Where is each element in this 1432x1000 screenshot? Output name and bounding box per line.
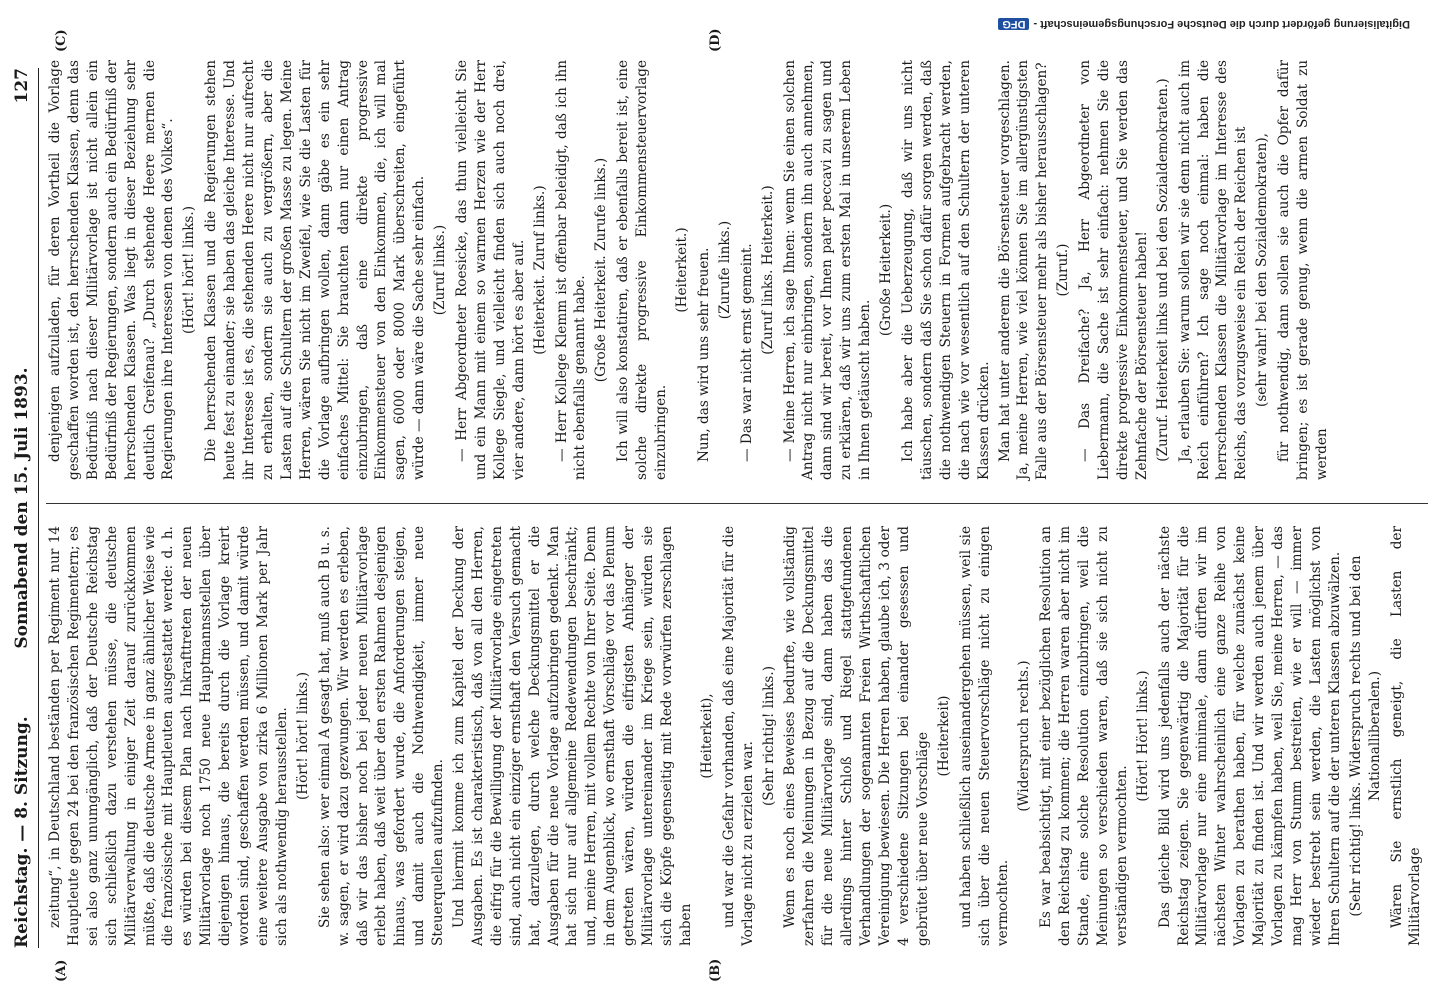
paragraph: und war die Gefahr vorhanden, daß eine Majorität für die Vorlage nicht zu erzielen war.	[720, 526, 756, 946]
paragraph: Man hat unter anderem die Börsensteuer vorgeschlagen. Ja, meine Herren, wie viel können Sie im allergünstigsten Falle aus der Börsensteuer mehr als bisher herausschlagen?	[996, 60, 1051, 480]
paragraph: Ich will also konstatiren, daß er ebenfalls bereit ist, eine solche direkte progressive Einkommensteuervorlage einzubringen.	[615, 60, 670, 480]
credit-text: Digitalisierung gefördert durch die Deutsche Forschungsgemeinschaft -	[1033, 18, 1410, 30]
interjection: (Sehr richtig! links.)	[760, 665, 777, 807]
interjection: (Zuruf.)	[1055, 243, 1072, 297]
column-divider	[46, 503, 1428, 504]
paragraph: Und hiermit komme ich zum Kapitel der Deckung der Ausgaben. Es ist charakteristisch, daß von all den Herren, die eifrig für die Bewilligung der Militärvorlage eingetreten sind, auch nicht ein einziger ernsthaft den Versuch gemacht hat, darzulegen, durch welche Deckungsmittel er die Ausgaben für die neue Vorlage aufzubringen gedenkt. Man hat sich nur auf allgemeine Redewendungen beschränkt; und, meine Herren, mit vollem Rechte von Ihrer Seite. Denn in dem Augenblick, wo ernsthaft Vorschläge vor das Plenum getreten wären, würden die eifrigsten Anhänger der Militärvorlage untereinander im Kriege sein, würden sie sich die Köpfe gegenseitig mit Rede vorwürfen zerschlagen haben	[451, 526, 694, 946]
interjection: (Große Heiterkeit. Zurufe links.)	[593, 157, 610, 383]
interjection: (Heiterkeit)	[935, 695, 952, 777]
paragraph: denjenigen aufzuladen, für deren Vortheil die Vorlage geschaffen worden ist, den herrschenden Klassen, denn das Bedürfniß nach dieser Militärvorlage ist nicht allein ein Bedürfniß der Regierungen, sondern auch ein Bedürfniß der herrschenden Klassen. Was liegt in dieser Beziehung sehr deutlich Greifenau? „Durch stehende Heere mernen die Regierungen ihre Interessen von denen des Volkes“.	[47, 60, 177, 480]
interjection: (Zurufe links.)	[716, 220, 733, 320]
dfg-logo: DFG	[998, 18, 1029, 30]
interjection: (Große Heiterkeit.)	[878, 203, 895, 337]
paragraph: Die herrschenden Klassen und die Regierungen stehen heute fest zu einander; sie haben das gleiche Interesse. Und ihr Interesse ist es, die stehenden Heere nicht nur aufrecht zu erhalten, sondern sie auch zu vergrößern, aber die Lasten auf die Schultern der großen Masse zu legen. Meine Herren, wären Sie nicht im Zweifel, wie Sie die Lasten für die Vorlage aufbringen wollen, dann gäbe es ein sehr einfaches Mittel: Sie brauchten dann nur einen Antrag einzubringen, daß eine direkte progressive Einkommensteuer von den Einkommen, die, ich will mal sagen, 6000 oder 8000 Mark überschreiten, eingeführt würde — dann wäre die Sache sehr einfach.	[203, 60, 428, 480]
interjection: (Zuruf. Heiterkeit links und bei den Sozialdemokraten.)	[1154, 78, 1171, 462]
page-header	[8, 68, 48, 948]
right-column	[46, 60, 1334, 480]
header-rule	[38, 68, 39, 948]
interjection: (sehr wahr! bei den Sozialdemokraten),	[1254, 133, 1271, 407]
paragraph: Es war beabsichtigt, mit einer bezüglichen Resolution an den Reichstag zu kommen; die Herren waren aber nicht im Stande, eine solche Resolution einzubringen, weil die Meinungen so verschieden waren, daß sie sich nicht zu verständigen vermochten.	[1038, 526, 1130, 946]
paragraph: und haben schließlich auseinandergehen müssen, weil sie sich über die neuen Steuervorschläge nicht zu einigen vermochten.	[957, 526, 1012, 946]
interjection: (Hört! hört! links.)	[181, 205, 198, 335]
page-number: 127	[12, 68, 32, 104]
interjection: (Hört! hört! links.)	[294, 671, 311, 801]
paragraph: — Herr Kollege Klemm ist offenbar beleidigt, daß ich ihn nicht ebenfalls genannt habe.	[553, 60, 589, 480]
interjection: (Heiterkeit),	[698, 693, 715, 779]
margin-marker-d: (D)	[708, 28, 723, 52]
header-session: Reichstag. — 8. Sitzung.	[12, 716, 32, 948]
paragraph: Wenn es noch eines Beweises bedurfte, wie vollständig zerfahren die Meinungen in Bezug auf die Deckungsmittel für die neue Militärvorlage sind, dann haben das die allerdings hinter Schloß und Riegel stattgefundenen Verhandlungen der sogenannten Freien Wirthschaftlichen Vereinigung bewiesen. Die Herren haben, glaube ich, 3 oder 4 verschiedene Sitzungen bei einander gesessen und gebrütet über neue Vorschläge	[782, 526, 931, 946]
paragraph: — Meine Herren, ich sage Ihnen: wenn Sie einen solchen Antrag nicht nur einbringen, sondern ihn auch annehmen, dann sind wir bereit, vor Ihnen pater peccavi zu sagen und zu erklären, daß wir uns zum ersten Mal in unserem Leben in Ihnen getäuscht haben.	[781, 60, 874, 480]
left-column	[46, 526, 1427, 946]
interjection: (Heiterkeit. Zuruf links.)	[531, 185, 548, 355]
margin-marker-a: (A)	[54, 959, 69, 982]
interjection: (Sehr richtig! links. Widerspruch rechts und bei den Nationalliberalen.)	[1347, 555, 1383, 917]
paragraph: Sie sehen also: wer einmal A gesagt hat, muß auch B u. s. w. sagen, er wird dazu gezwungen. Wir werden es erleben, daß wir das bisher noch bei jeder neuen Militärvorlage erlebt haben, daß weit über den ersten Rahmen desjenigen hinaus, was gefordert wurde, die Anforderungen steigen, und damit auch die Nothwendigkeit, immer neue Steuerquellen aufzufinden.	[316, 526, 447, 946]
paragraph: — Herr Abgeordneter Roesicke, das thun vielleicht Sie und ein Mann mit einem so warmen Herzen wie der Herr Kollege Siegle, und vielleicht finden sich auch noch drei, vier andere, dann hört es aber auf.	[454, 60, 527, 480]
paragraph: Ich habe aber die Ueberzeugung, daß wir uns nicht täuschen, sondern daß Sie schon dafür sorgen werden, daß die nothwendigen Steuern in Formen aufgebracht werden, die nach wie vor wesentlich auf den Schultern der unteren Klassen drücken.	[899, 60, 992, 480]
paragraph: — Das Dreifache? Ja, Herr Abgeordneter von Liebermann, die Sache ist sehr einfach: nehmen Sie die direkte progressive Einkommensteuer, und Sie werden das Zehnfache der Börsensteuer haben!	[1077, 60, 1150, 480]
paragraph: Ja, erlauben Sie: warum sollen wir sie denn nicht auch im Reich einführen? Ich sage noch einmal: haben die herrschenden Klassen die Militärvorlage im Interesse des Reichs, das vorzugsweise ein Reich der Reichen ist	[1176, 60, 1250, 480]
margin-marker-b: (B)	[708, 958, 723, 982]
interjection: (Zuruf links. Heiterkeit.)	[759, 185, 776, 355]
paragraph: für nothwendig, dann sollen sie auch die Opfer dafür bringen; es ist gerade genug, wenn die armen Soldat zu werden	[1276, 60, 1330, 480]
interjection: (Zuruf links.)	[432, 224, 449, 316]
digitization-credit	[510, 18, 1410, 30]
interjection: (Heiterkeit.)	[674, 227, 690, 313]
paragraph: Das gleiche Bild wird uns jedenfalls auch der nächste Reichstag zeigen. Sie gegenwärtig die Majorität für die Militärvorlage nur eine minimale, dann dürften wir im nächsten Winter wahrscheinlich eine ganze Reihe von Vorlagen zu berathen haben, für welche zunächst keine Majorität zu finden ist. Und wir werden auch jenem über Vorlagen zu kämpfen haben, weil Sie, meine Herren, — das mag Herr von Stumm bestreiten, wie er will — immer wieder bestrebt sein werden, die Lasten möglichst von Ihren Schultern auf die der unteren Klassen abzuwälzen.	[1156, 526, 1343, 946]
interjection: (Widerspruch rechts.)	[1016, 660, 1033, 812]
paragraph: — Das war nicht ernst gemeint.	[738, 243, 755, 462]
margin-marker-c: (C)	[54, 29, 69, 52]
paragraph: Nun, das wird uns sehr freuen.	[695, 247, 712, 462]
paragraph: zeitung“, in Deutschland beständen per Regiment nur 14 Hauptleute gegen 24 bei den französischen Regimentern; es sei also ganz unumgänglich, daß der Deutsche Reichstag sich schließlich dazu verstehen müsse, die deutsche Militärverwaltung in einiger Zeit darauf zurückkommen müßte, daß die deutsche Armee in ganz ähnlicher Weise wie die französische mit Hauptleuten ausgestattet werde: d. h. es würden bei diesem Plan nach Inkrafttreten der neuen Militärvorlage noch 1750 neue Hauptmannsstellen über diejenigen hinaus, die bereits durch die Vorlage kreirt worden sind, geschaffen werden müssen, und damit würde eine weitere Ausgabe von zirka 6 Millionen Mark per Jahr sich als nothwendig herausstellen.	[47, 526, 290, 946]
paragraph: Wären Sie ernstlich geneigt, die Lasten der Militärvorlage	[1388, 526, 1424, 946]
header-date: Sonnabend den 15. Juli 1893.	[12, 367, 32, 649]
interjection: (Hört! Hört! links.)	[1134, 670, 1151, 802]
